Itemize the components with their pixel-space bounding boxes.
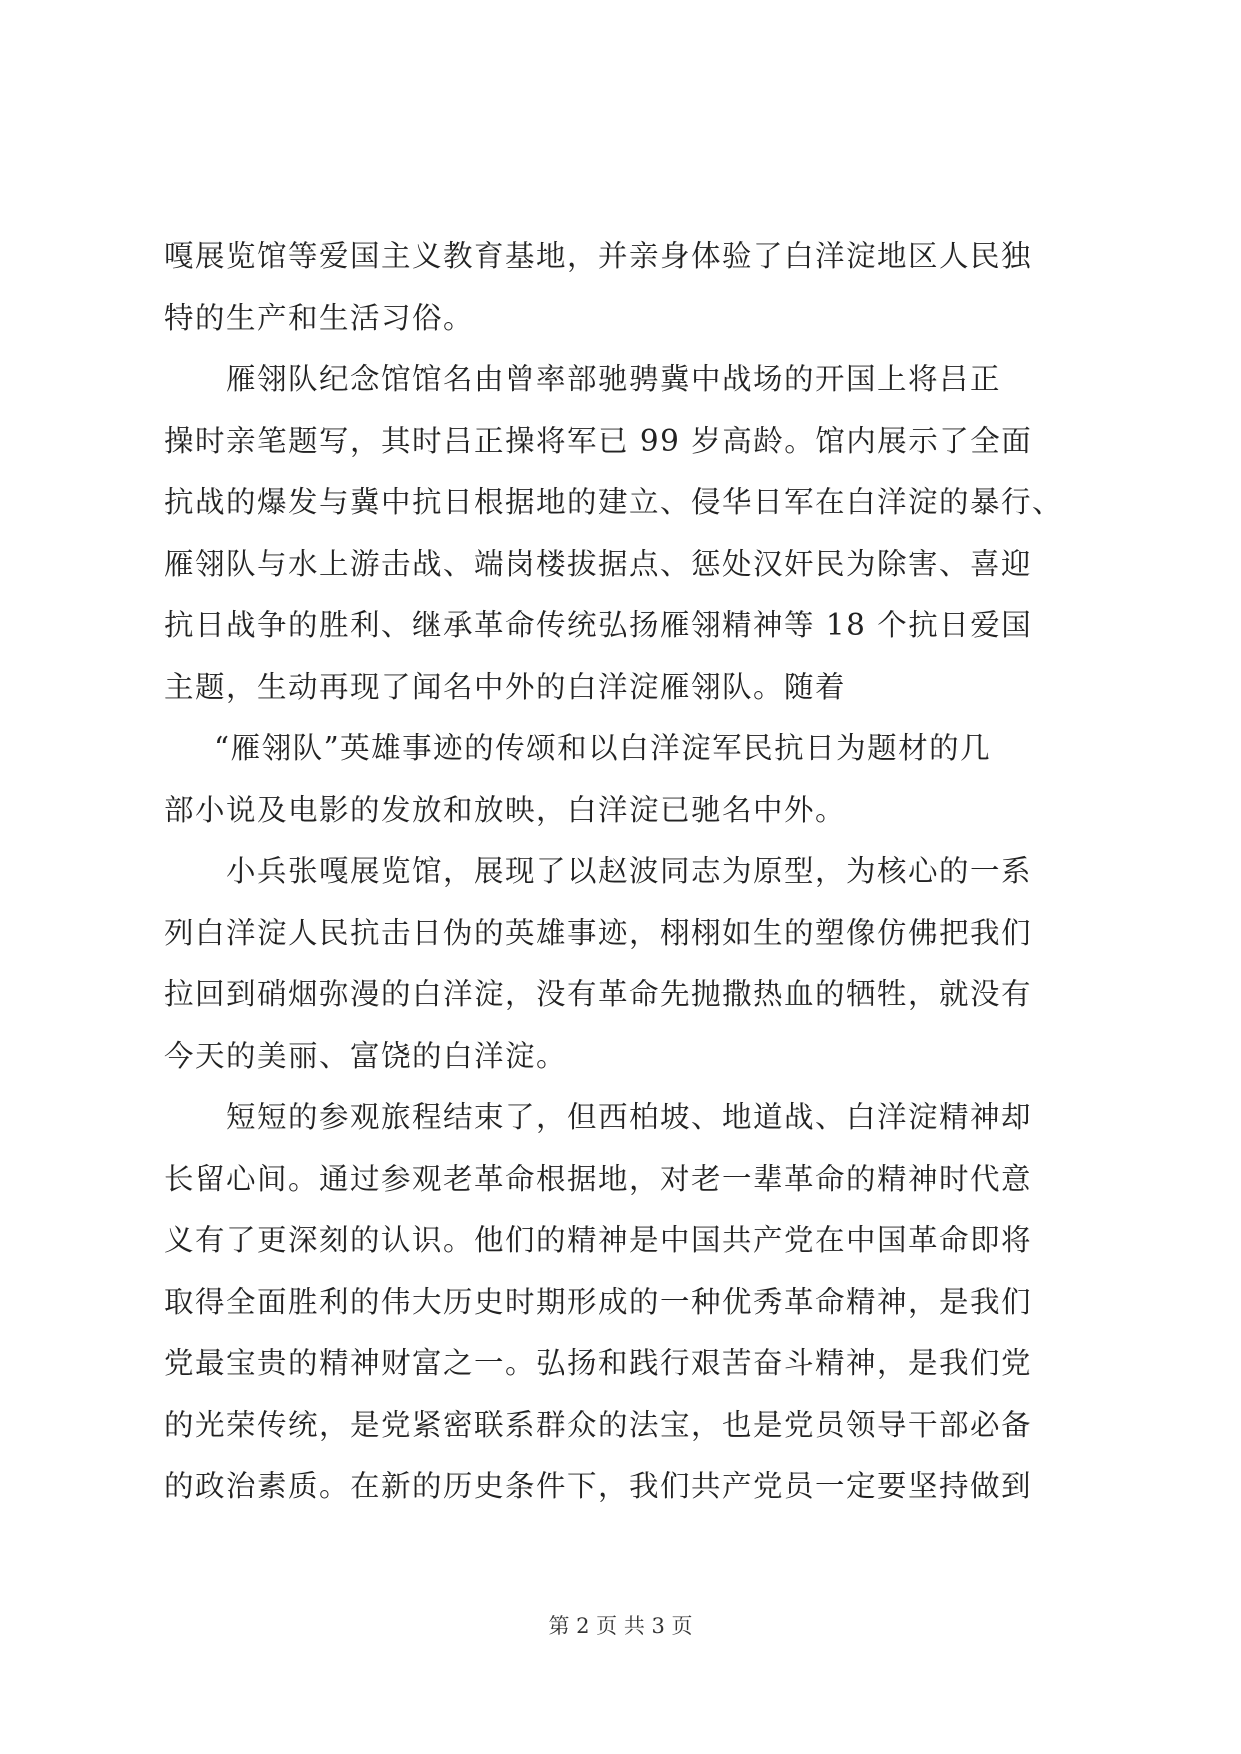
text-line: 抗战的爆发与冀中抗日根据地的建立、侵华日军在白洋淀的暴行、 <box>164 485 1064 519</box>
text-line: 嘎展览馆等爱国主义教育基地，并亲身体验了白洋淀地区人民独 <box>164 239 1033 273</box>
text-line: 今天的美丽、富饶的白洋淀。 <box>164 1038 568 1073</box>
text-line: 长留心间。通过参观老革命根据地，对老一辈革命的精神时代意 <box>164 1161 1033 1196</box>
page-footer: 第 2 页 共 3 页 <box>548 1614 693 1638</box>
text-line: 取得全面胜利的伟大历史时期形成的一种优秀革命精神，是我们 <box>164 1284 1033 1319</box>
text-line: 短短的参观旅程结束了，但西柏坡、地道战、白洋淀精神却 <box>226 1100 1033 1134</box>
text-line: 特的生产和生活习俗。 <box>164 300 475 335</box>
text-line: 拉回到硝烟弥漫的白洋淀，没有革命先抛撒热血的牺牲，就没有 <box>164 977 1033 1011</box>
text-line: 的政治素质。在新的历史条件下，我们共产党员一定要坚持做到 <box>164 1469 1033 1503</box>
text-line: 部小说及电影的发放和放映，白洋淀已驰名中外。 <box>164 792 847 827</box>
text-line: 党最宝贵的精神财富之一。弘扬和践行艰苦奋斗精神，是我们党 <box>164 1346 1033 1380</box>
text-line: 雁翎队纪念馆馆名由曾率部驰骋冀中战场的开国上将吕正 <box>226 362 1002 396</box>
text-line: 抗日战争的胜利、继承革命传统弘扬雁翎精神等 18 个抗日爱国 <box>164 608 1033 642</box>
text-line: 操时亲笔题写，其时吕正操将军已 99 岁高龄。馆内展示了全面 <box>164 423 1033 458</box>
text-line: 主题，生动再现了闻名中外的白洋淀雁翎队。随着 <box>164 669 847 704</box>
text-line: 的光荣传统，是党紧密联系群众的法宝，也是党员领导干部必备 <box>164 1407 1033 1442</box>
text-line: “雁翎队”英雄事迹的传颂和以白洋淀军民抗日为题材的几 <box>214 731 992 765</box>
text-line: 小兵张嘎展览馆，展现了以赵波同志为原型，为核心的一系 <box>226 854 1033 888</box>
text-line: 列白洋淀人民抗击日伪的英雄事迹，栩栩如生的塑像仿佛把我们 <box>164 915 1033 950</box>
text-line: 雁翎队与水上游击战、端岗楼拔据点、惩处汉奸民为除害、喜迎 <box>164 546 1033 581</box>
document-body <box>164 226 1084 1518</box>
text-line: 义有了更深刻的认识。他们的精神是中国共产党在中国革命即将 <box>164 1223 1033 1257</box>
